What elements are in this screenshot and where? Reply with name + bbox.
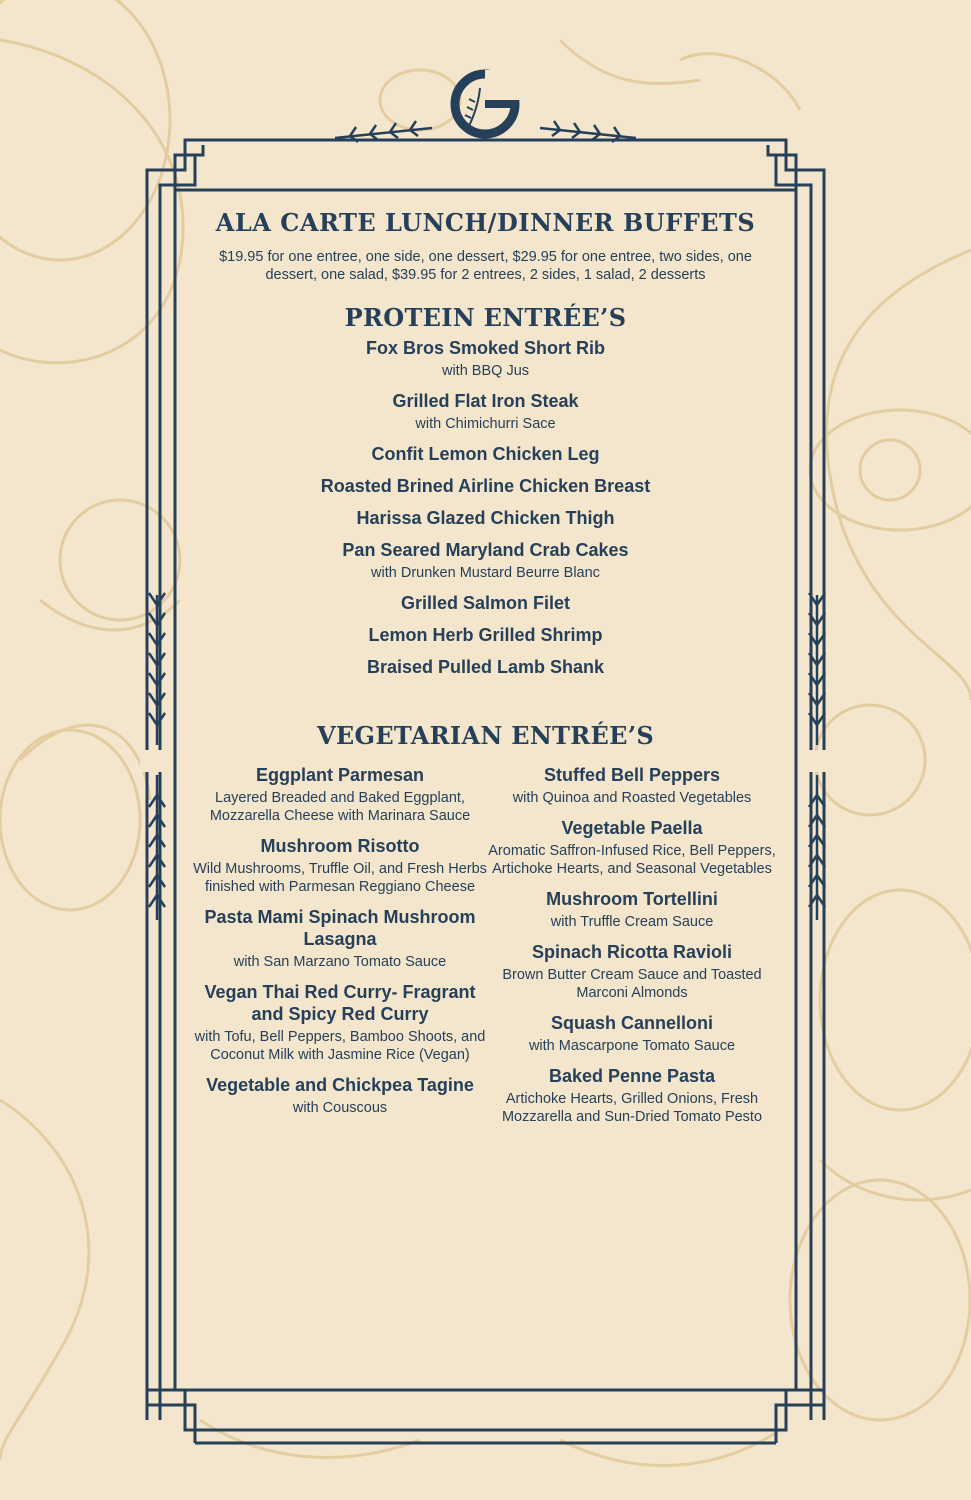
menu-item	[175, 443, 796, 465]
menu-item	[190, 764, 490, 825]
menu-item-name: Braised Pulled Lamb Shank	[366, 657, 605, 677]
menu-item-name: Vegetable Paella	[561, 818, 703, 838]
menu-item-name: Roasted Brined Airline Chicken Breast	[320, 476, 651, 496]
menu-item	[482, 941, 782, 1002]
menu-item-name: Squash Cannelloni	[550, 1013, 714, 1033]
menu-item	[190, 981, 490, 1064]
pricing-text: $19.95 for one entree, one side, one dessert, $29.95 for one entree, two sides, one dessert, one salad, $39.95 for 2 entrees, 2 sides, 1 salad, 2 desserts	[219, 249, 752, 283]
menu-item	[175, 390, 796, 433]
menu-item-name: Mushroom Tortellini	[546, 889, 718, 909]
menu-item-description: with Chimichurri Sace	[415, 416, 556, 432]
menu-item-name: Vegan Thai Red Curry- Fragrant and Spicy Red Curry	[204, 982, 476, 1024]
protein-heading: PROTEIN ENTRÉE’S	[344, 303, 627, 332]
menu-item-name: Pan Seared Maryland Crab Cakes	[342, 540, 629, 560]
menu-item	[482, 1065, 782, 1126]
menu-item-name: Baked Penne Pasta	[548, 1066, 716, 1086]
menu-item	[482, 1012, 782, 1055]
menu-item	[190, 835, 490, 896]
menu-item	[175, 624, 796, 646]
menu-panel	[175, 190, 796, 1390]
menu-item-description: with Couscous	[292, 1100, 388, 1116]
menu-item-name: Fox Bros Smoked Short Rib	[365, 338, 606, 358]
menu-title: ALA CARTE LUNCH/DINNER BUFFETS	[215, 208, 756, 237]
menu-item-name: Spinach Ricotta Ravioli	[531, 942, 733, 962]
menu-item-name: Pasta Mami Spinach Mushroom Lasagna	[204, 907, 476, 949]
menu-item	[482, 764, 782, 807]
menu-item	[175, 507, 796, 529]
menu-item-name: Harissa Glazed Chicken Thigh	[356, 508, 615, 528]
vegetarian-heading: VEGETARIAN ENTRÉE’S	[317, 721, 654, 750]
menu-item-name: Confit Lemon Chicken Leg	[371, 444, 600, 464]
menu-item	[175, 592, 796, 614]
menu-item	[190, 1074, 490, 1117]
menu-item-name: Grilled Salmon Filet	[400, 593, 571, 613]
menu-item	[175, 656, 796, 678]
menu-item-description: Wild Mushrooms, Truffle Oil, and Fresh Herbs finished with Parmesan Reggiano Cheese	[193, 861, 487, 895]
menu-item-description: with Drunken Mustard Beurre Blanc	[371, 565, 600, 581]
menu-item-description: with San Marzano Tomato Sauce	[233, 954, 447, 970]
menu-item-description: Brown Butter Cream Sauce and Toasted Marconi Almonds	[502, 967, 762, 1001]
menu-item-description: Layered Breaded and Baked Eggplant, Mozzarella Cheese with Marinara Sauce	[209, 790, 471, 824]
menu-item	[175, 475, 796, 497]
logo-g-emblem	[446, 66, 524, 146]
menu-item-name: Grilled Flat Iron Steak	[392, 391, 579, 411]
protein-list	[175, 337, 796, 688]
menu-item-description: with Mascarpone Tomato Sauce	[528, 1038, 736, 1054]
menu-item-description: Aromatic Saffron-Infused Rice, Bell Peppers, Artichoke Hearts, and Seasonal Vegetables	[488, 843, 776, 877]
menu-item-description: with BBQ Jus	[441, 363, 530, 379]
menu-item	[190, 906, 490, 971]
menu-item-description: Artichoke Hearts, Grilled Onions, Fresh Mozzarella and Sun-Dried Tomato Pesto	[501, 1091, 763, 1125]
vegetarian-right-column	[482, 764, 782, 1136]
menu-item-name: Stuffed Bell Peppers	[543, 765, 721, 785]
menu-item-description: with Tofu, Bell Peppers, Bamboo Shoots, and Coconut Milk with Jasmine Rice (Vegan)	[194, 1029, 486, 1063]
menu-item	[175, 337, 796, 380]
menu-item-name: Eggplant Parmesan	[255, 765, 425, 785]
menu-item-description: with Truffle Cream Sauce	[550, 914, 714, 930]
menu-item	[482, 817, 782, 878]
menu-item-name: Vegetable and Chickpea Tagine	[206, 1075, 474, 1095]
menu-item-description: with Quinoa and Roasted Vegetables	[512, 790, 752, 806]
menu-item	[482, 888, 782, 931]
menu-item-name: Lemon Herb Grilled Shrimp	[368, 625, 603, 645]
vegetarian-left-column	[190, 764, 490, 1127]
menu-item	[175, 539, 796, 582]
menu-item-name: Mushroom Risotto	[260, 836, 420, 856]
